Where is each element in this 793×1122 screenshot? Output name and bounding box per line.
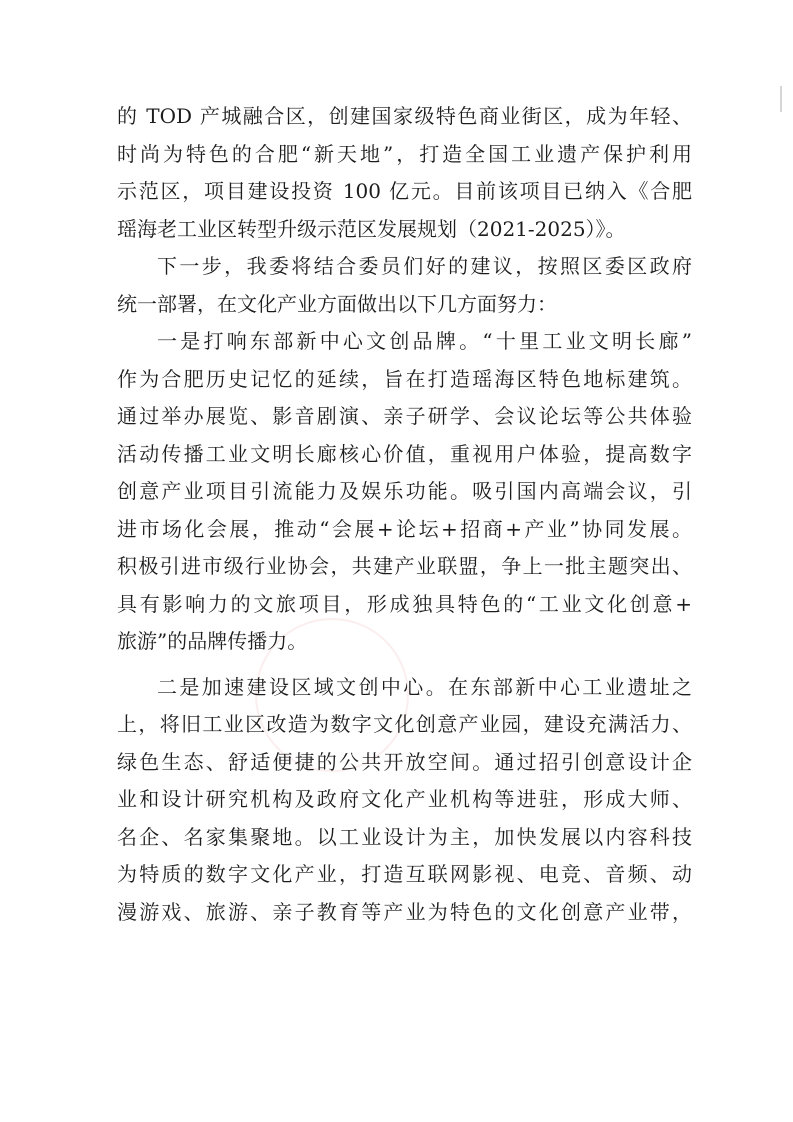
text-line: 上，将旧工业区改造为数字文化创意产业园，建设充满活力、 xyxy=(117,712,692,736)
paragraph-1 xyxy=(117,98,692,248)
text-line: 统一部署，在文化产业方面做出以下几方面努力： xyxy=(117,291,557,316)
text-line: 具有影响力的文旅项目，形成独具特色的“工业文化创意+ xyxy=(117,591,692,616)
text-line: 绿色生态、舒适便捷的公共开放空间。通过招引创意设计企 xyxy=(117,749,692,774)
text-line: 示范区，项目建设投资 100 亿元。目前该项目已纳入《合肥 xyxy=(117,179,692,203)
text-line: 为特质的数字文化产业，打造互联网影视、电竞、音频、动 xyxy=(117,862,692,886)
text-line: 一是打响东部新中心文创品牌。“十里工业文明长廊” xyxy=(157,329,692,353)
text-line: 漫游戏、旅游、亲子教育等产业为特色的文化创意产业带， xyxy=(117,899,692,924)
text-line: 业和设计研究机构及政府文化产业机构等进驻，形成大师、 xyxy=(117,787,692,811)
text-line: 积极引进市级行业协会，共建产业联盟，争上一批主题突出、 xyxy=(117,554,692,578)
paragraph-2 xyxy=(117,248,692,323)
text-line: 名企、名家集聚地。以工业设计为主，加快发展以内容科技 xyxy=(117,824,692,849)
paragraph-3 xyxy=(117,323,692,661)
text-line: 时尚为特色的合肥“新天地”，打造全国工业遗产保护利用 xyxy=(117,141,692,166)
text-line: 旅游”的品牌传播力。 xyxy=(117,629,308,653)
text-line: 作为合肥历史记忆的延续，旨在打造瑶海区特色地标建筑。 xyxy=(117,366,692,391)
text-line: 通过举办展览、影音剧演、亲子研学、会议论坛等公共体验 xyxy=(117,404,692,428)
text-line: 进市场化会展，推动“会展+论坛+招商+产业”协同发展。 xyxy=(117,516,692,541)
text-line: 创意产业项目引流能力及娱乐功能。吸引国内高端会议，引 xyxy=(117,479,692,503)
text-line: 活动传播工业文明长廊核心价值，重视用户体验，提高数字 xyxy=(117,441,692,466)
paragraph-gap xyxy=(117,661,692,669)
paragraph-4 xyxy=(117,669,692,932)
text-line: 的 TOD 产城融合区，创建国家级特色商业街区，成为年轻、 xyxy=(117,104,692,128)
body-text xyxy=(117,98,692,931)
page-edge-mark xyxy=(780,86,782,112)
text-line: 下一步，我委将结合委员们好的建议，按照区委区政府 xyxy=(157,254,692,278)
text-line: 二是加速建设区域文创中心。在东部新中心工业遗址之 xyxy=(157,674,692,699)
text-line: 瑶海老工业区转型升级示范区发展规划（2021-2025）》。 xyxy=(117,216,626,241)
